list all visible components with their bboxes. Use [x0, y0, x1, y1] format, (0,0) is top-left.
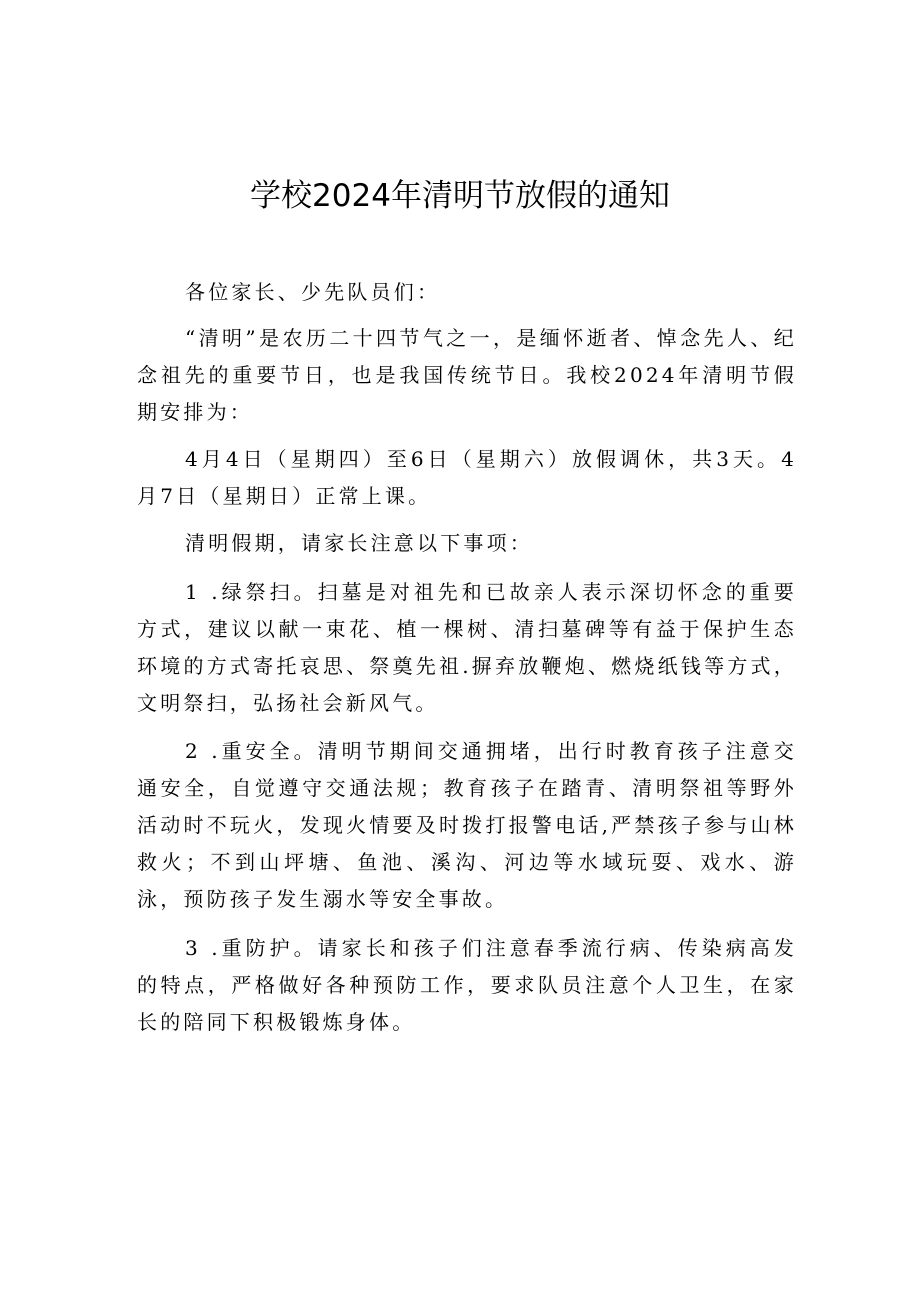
notice-item-2: 2 .重安全。清明节期间交通拥堵，出行时教育孩子注意交通安全，自觉遵守交通法规；教育孩子在踏青、清明祭祖等野外活动时不玩火，发现火情要及时拨打报警电话,严禁孩子参与山林救火；不到山坪塘、鱼池、溪沟、河边等水域玩耍、戏水、游泳，预防孩子发生溺水等安全事故。: [137, 739, 797, 911]
document-body: [137, 274, 797, 1041]
document-title: 学校2024年清明节放假的通知: [250, 178, 670, 214]
intro-paragraph: “清明”是农历二十四节气之一，是缅怀逝者、悼念先人、纪念祖先的重要节日，也是我国传统节日。我校2024年清明节假期安排为：: [137, 326, 797, 424]
notice-item-3: 3 .重防护。请家长和孩子们注意春季流行病、传染病高发的特点，严格做好各种预防工作，要求队员注意个人卫生，在家长的陪同下积极锻炼身体。: [137, 936, 797, 1034]
schedule-paragraph: 4月4日（星期四）至6日（星期六）放假调休，共3天。4月7日（星期日）正常上课。: [137, 447, 797, 508]
notice-lead: 清明假期，请家长注意以下事项：: [185, 531, 533, 555]
notice-item-1: 1 .绿祭扫。扫墓是对祖先和已故亲人表示深切怀念的重要方式，建议以献一束花、植一棵树、清扫墓碑等有益于保护生态环境的方式寄托哀思、祭奠先祖.摒弃放鞭炮、燃烧纸钱等方式，文明祭扫，弘扬社会新风气。: [137, 580, 797, 715]
greeting: 各位家长、少先队员们：: [185, 280, 441, 304]
